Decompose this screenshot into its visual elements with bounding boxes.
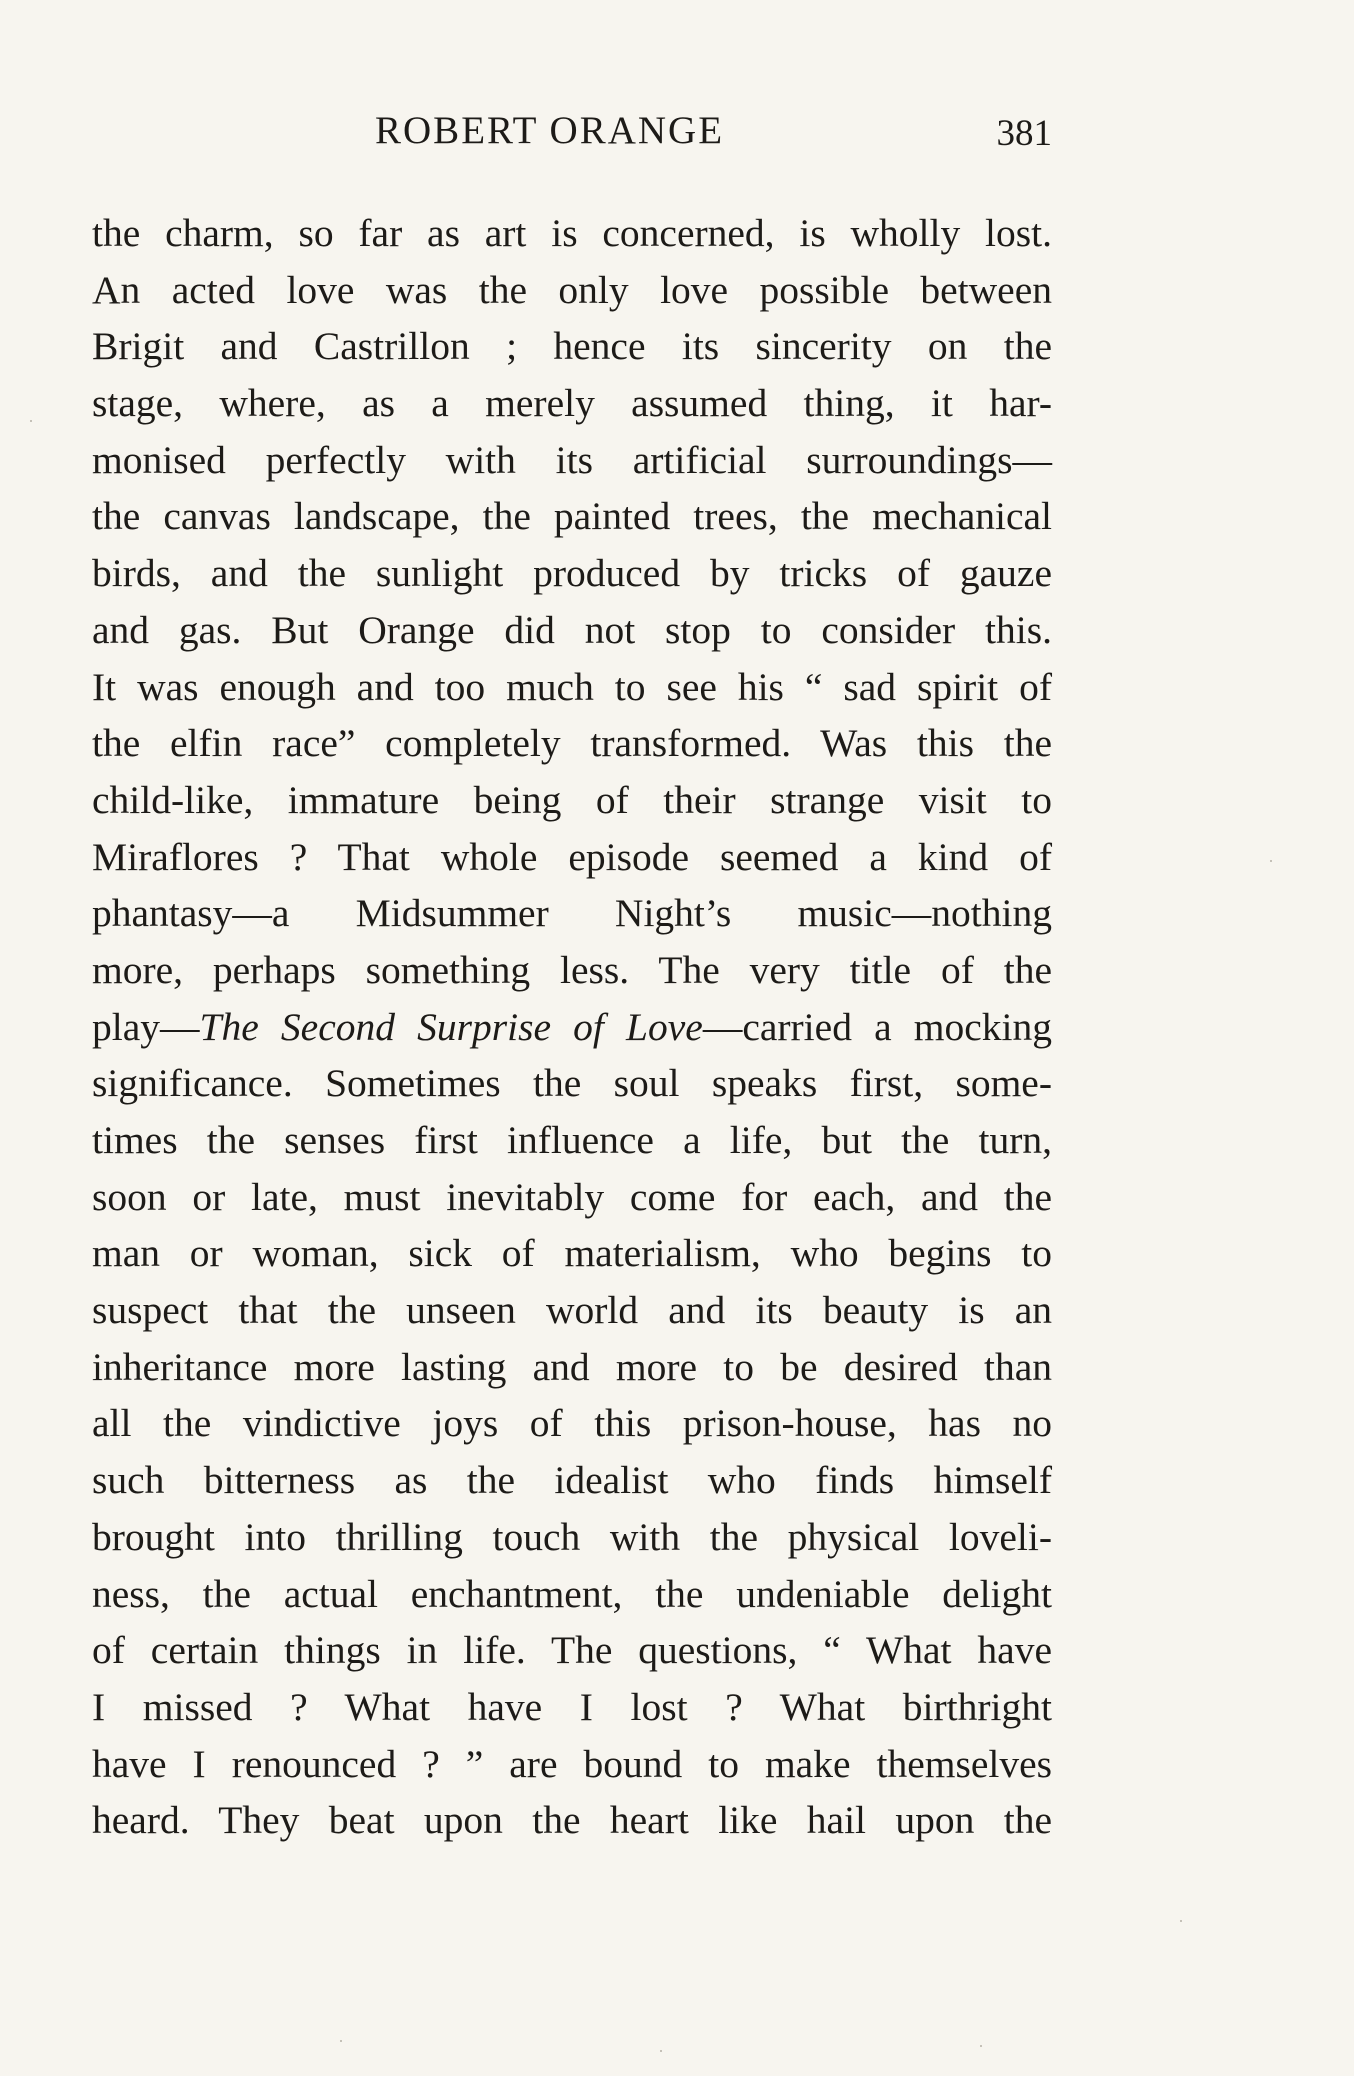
paper-speck: [1270, 860, 1272, 862]
text-line: I missed ? What have I lost ? What birthright: [92, 1684, 1052, 1729]
paper-speck: [30, 420, 32, 422]
text-line: brought into thrilling touch with the physical loveli-: [92, 1514, 1052, 1559]
text-line: the charm, so far as art is concerned, is wholly lost.: [92, 211, 1052, 255]
text-line: monised perfectly with its artificial surroundings—: [92, 437, 1052, 482]
text-line: soon or late, must inevitably come for each, and the: [92, 1174, 1052, 1219]
text-line: phantasy—a Midsummer Night’s music—nothing: [92, 891, 1052, 936]
text-line-with-title: [92, 999, 1052, 1056]
text-line: inheritance more lasting and more to be desired than: [92, 1344, 1052, 1389]
paper-speck: [660, 2050, 662, 2052]
play-title: The Second Surprise of Love: [199, 1004, 703, 1049]
paper-speck: [340, 2040, 342, 2042]
text-line: the elfin race” completely transformed. Was this the: [92, 721, 1052, 766]
text-line: significance. Sometimes the soul speaks first, some-: [92, 1061, 1052, 1106]
text-line: suspect that the unseen world and its beauty is an: [92, 1288, 1052, 1333]
text-line: all the vindictive joys of this prison-house, has no: [92, 1401, 1052, 1446]
text-line: birds, and the sunlight produced by tricks of gauze: [92, 551, 1052, 596]
text-line: It was enough and too much to see his “ sad spirit of: [92, 664, 1052, 709]
text-line: child-like, immature being of their strange visit to: [92, 777, 1052, 822]
text-line: Brigit and Castrillon ; hence its sincerity on the: [92, 324, 1052, 369]
running-head: [92, 108, 1052, 168]
paper-speck: [980, 2045, 982, 2047]
text-line: have I renounced ? ” are bound to make themselves: [92, 1741, 1052, 1786]
text-line: the canvas landscape, the painted trees, the mechanical: [92, 494, 1052, 539]
body-text: [92, 205, 1052, 1849]
running-title: ROBERT ORANGE: [375, 109, 725, 152]
text-line: of certain things in life. The questions, “ What have: [92, 1628, 1052, 1673]
text-line: ness, the actual enchantment, the undeniable delight: [92, 1571, 1052, 1616]
text-line: heard. They beat upon the heart like hail upon the: [92, 1798, 1052, 1843]
text-fragment: —carried a mocking: [702, 1004, 1052, 1049]
text-fragment: play—: [92, 1004, 200, 1049]
text-line: such bitterness as the idealist who finds himself: [92, 1458, 1052, 1503]
paper-speck: [1180, 1920, 1182, 1922]
text-line: and gas. But Orange did not stop to consider this.: [92, 607, 1052, 652]
text-line: Miraflores ? That whole episode seemed a kind of: [92, 834, 1052, 879]
text-line: stage, where, as a merely assumed thing, it har-: [92, 381, 1052, 426]
text-line: man or woman, sick of materialism, who begins to: [92, 1231, 1052, 1276]
text-line: An acted love was the only love possible between: [92, 267, 1052, 312]
page-number: 381: [996, 113, 1052, 154]
text-line: times the senses first influence a life, but the turn,: [92, 1118, 1052, 1162]
text-line: more, perhaps something less. The very title of the: [92, 947, 1052, 992]
